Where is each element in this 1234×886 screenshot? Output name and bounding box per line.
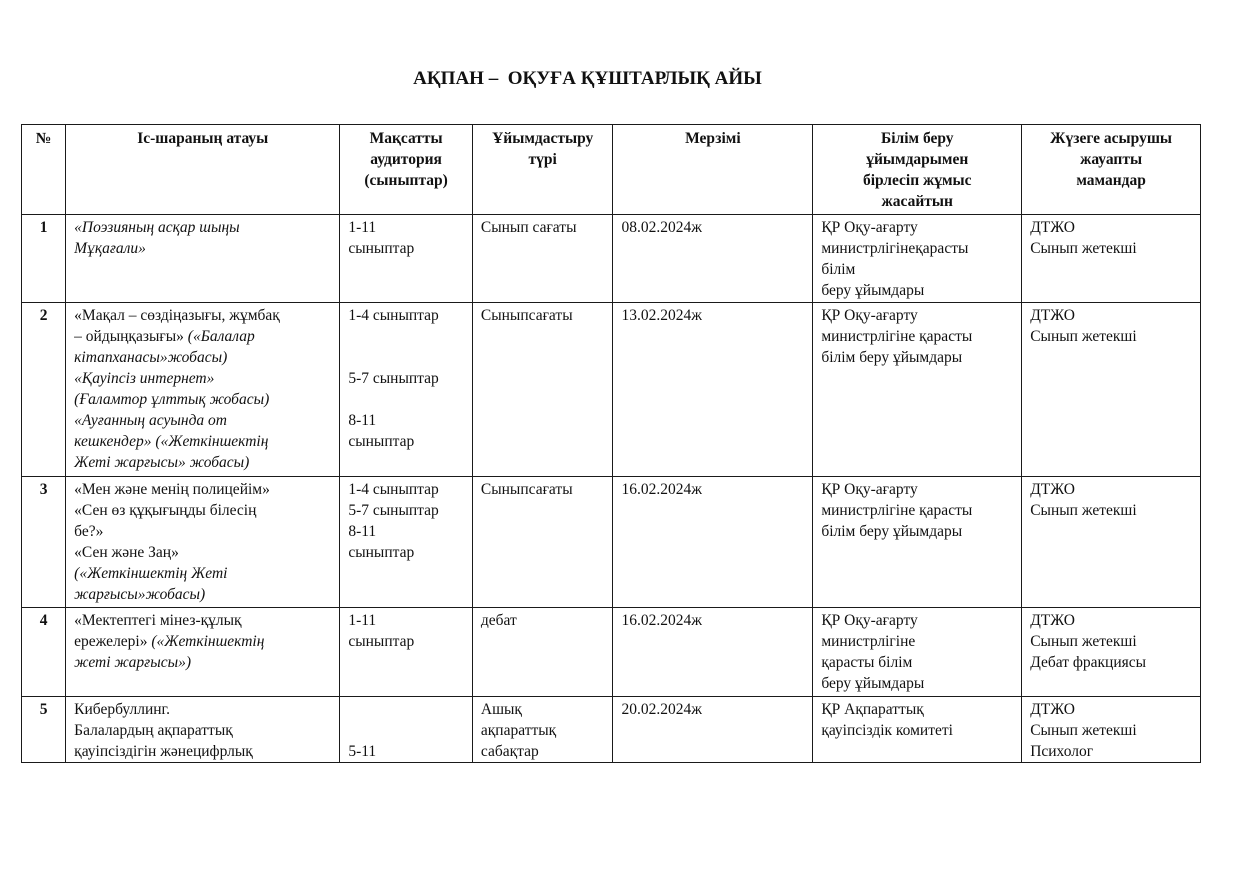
header-name: Іс-шараның атауы [66, 125, 340, 215]
date-cell: 20.02.2024ж [613, 697, 813, 763]
row-number: 2 [22, 303, 66, 477]
event-name-cell: «Мектептегі мінез-құлық ережелері» («Жеткіншектің жеті жарғысы») [66, 608, 340, 697]
audience-cell: 1-4 сыныптар 5-7 сыныптар 8-11 сыныптар [340, 477, 473, 608]
responsible-cell: ДТЖО Сынып жетекші [1022, 215, 1201, 303]
responsible-cell: ДТЖО Сынып жетекші [1022, 477, 1201, 608]
header-responsible: Жүзеге асырушы жауапты мамандар [1022, 125, 1201, 215]
partners-cell: ҚР Ақпараттық қауіпсіздік комитеті [813, 697, 1022, 763]
form-cell: Сыныпсағаты [472, 303, 613, 477]
header-date: Мерзімі [613, 125, 813, 215]
table-row [22, 215, 1201, 303]
events-table [21, 124, 1201, 763]
date-cell: 08.02.2024ж [613, 215, 813, 303]
form-cell: Сынып сағаты [472, 215, 613, 303]
row-number: 1 [22, 215, 66, 303]
header-audience: Мақсатты аудитория (сыныптар) [340, 125, 473, 215]
partners-cell: ҚР Оқу-ағарту министрлігіне қарасты білім беру ұйымдары [813, 303, 1022, 477]
audience-cell: 5-11 [340, 697, 473, 763]
page-title: АҚПАН – ОҚУҒА ҚҰШТАРЛЫҚ АЙЫ [413, 68, 762, 89]
row-number: 5 [22, 697, 66, 763]
table-row [22, 697, 1201, 763]
audience-cell: 1-11 сыныптар [340, 215, 473, 303]
responsible-cell: ДТЖО Сынып жетекші Дебат фракциясы [1022, 608, 1201, 697]
responsible-cell: ДТЖО Сынып жетекші Психолог [1022, 697, 1201, 763]
row-number: 4 [22, 608, 66, 697]
date-cell: 13.02.2024ж [613, 303, 813, 477]
table-row [22, 608, 1201, 697]
partners-cell: ҚР Оқу-ағарту министрлігінеқарасты білім беру ұйымдары [813, 215, 1022, 303]
table-header-row [22, 125, 1201, 215]
partners-cell: ҚР Оқу-ағарту министрлігіне қарасты білім беру ұйымдары [813, 477, 1022, 608]
table-row [22, 477, 1201, 608]
event-name-cell: «Мен және менің полицейім» «Сен өз құқығыңды білесің бе?» «Сен және Заң» («Жеткіншектің Жеті жарғысы»жобасы) [66, 477, 340, 608]
event-name-cell: Кибербуллинг. Балалардың ақпараттық қауіпсіздігін жәнецифрлық [66, 697, 340, 763]
event-name-cell: «Поэзияның асқар шыңы Мұқағали» [66, 215, 340, 303]
date-cell: 16.02.2024ж [613, 477, 813, 608]
header-partners: Білім беру ұйымдарымен бірлесіп жұмыс жасайтын [813, 125, 1022, 215]
header-num: № [22, 125, 66, 215]
row-number: 3 [22, 477, 66, 608]
form-cell: Сыныпсағаты [472, 477, 613, 608]
form-cell: Ашық ақпараттық сабақтар [472, 697, 613, 763]
date-cell: 16.02.2024ж [613, 608, 813, 697]
event-name-cell: «Мақал – сөздіңазығы, жұмбақ – ойдыңқазығы» («Балалар кітапханасы»жобасы) «Қауіпсіз интернет» (Ғаламтор ұлттық жобасы) «Ауғанның асуында от кешкендер» («Жеткіншектің Жеті жарғысы» жобасы) [66, 303, 340, 477]
audience-cell: 1-4 сыныптар 5-7 сыныптар 8-11 сыныптар [340, 303, 473, 477]
table-row [22, 303, 1201, 477]
audience-cell: 1-11 сыныптар [340, 608, 473, 697]
form-cell: дебат [472, 608, 613, 697]
responsible-cell: ДТЖО Сынып жетекші [1022, 303, 1201, 477]
header-form: Ұйымдастыру түрі [472, 125, 613, 215]
partners-cell: ҚР Оқу-ағарту министрлігіне қарасты білім беру ұйымдары [813, 608, 1022, 697]
